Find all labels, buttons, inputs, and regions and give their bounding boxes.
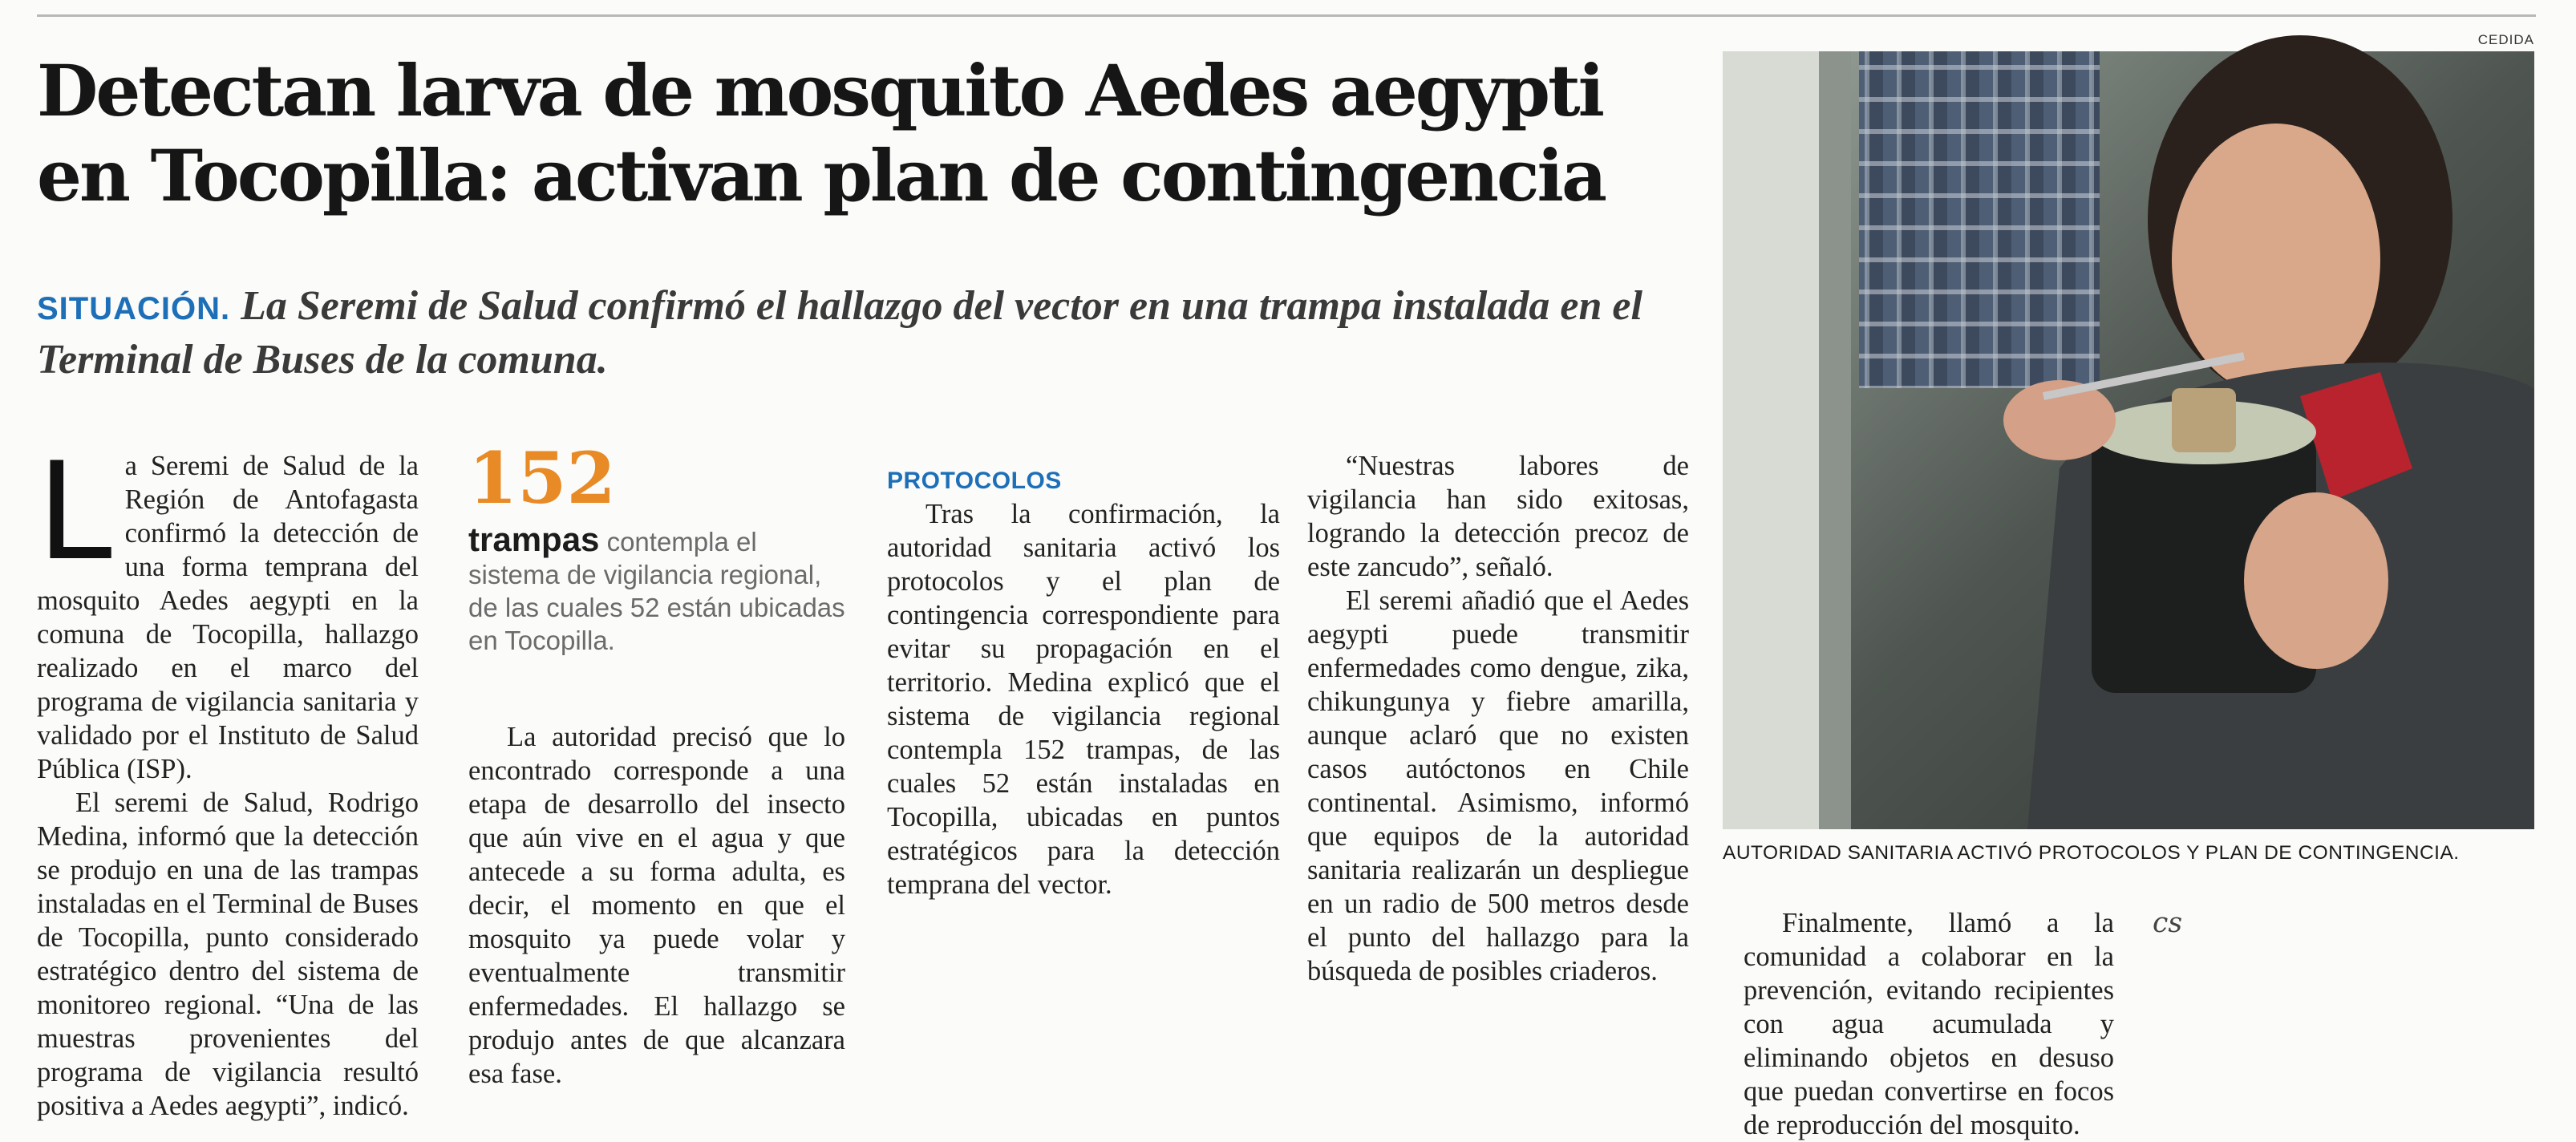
door-frame (1723, 51, 1819, 829)
article-photo (1723, 51, 2534, 829)
plaid-shirt (1859, 51, 2100, 388)
end-mark: cs (2153, 907, 2183, 939)
stat-number: 152 (468, 436, 616, 520)
paragraph-text: Tras la confirmación, la autoridad sanitaria activó los protocolos y el plan de contingencia correspondiente para evitar su propagación en el territorio. Medina explicó que el sistema de vigilancia regional contempla 152 trampas, de las cuales 52 están instaladas en Tocopilla, ubicadas en puntos estratégicos para la detección temprana del vector. (887, 499, 1280, 900)
paragraph (1307, 449, 1689, 584)
paragraph (468, 720, 845, 1091)
dropcap: L (37, 433, 112, 590)
stat-lead: trampas (468, 520, 600, 558)
article-column-3 (887, 449, 1280, 1115)
paragraph-text: La autoridad precisó que lo encontrado corresponde a una etapa de desarrollo del insecto que aún vive en el agua y que antecede a su forma adulta, es decir, el momento en que el mosquito ya puede volar y eventualmente transmitir enfermedades. El hallazgo se produjo antes de que alcanzara esa fase. (468, 722, 845, 1089)
deck-text: La Seremi de Salud confirmó el hallazgo del vector en una trampa instalada en el Terminal de Buses de la comuna. (37, 283, 1642, 383)
paragraph (37, 786, 419, 1123)
paragraph-text: El seremi de Salud, Rodrigo Medina, informó que la detección se produjo en una de las trampas instaladas en el Terminal de Buses de Tocopilla, punto considerado estratégico dentro del sistema de monitoreo regional. “Una de las muestras provenientes del programa de vigilancia resultó positiva a Aedes aegypti”, indicó. (37, 788, 419, 1121)
paragraph-text: a Seremi de Salud de la Región de Antofagasta confirmó la detección de una forma temprana del mosquito Aedes aegypti en la comuna de Tocopilla, hallazgo realizado en el marco del programa de vigilancia sanitaria y validado por el Instituto de Salud Pública (ISP). (37, 451, 419, 784)
top-rule (37, 14, 2536, 17)
article-column-5 (1744, 906, 2114, 1140)
stat-text: contempla el sistema de vigilancia regional, de las cuales 52 están ubicadas en Tocopilla. (468, 527, 845, 655)
article-column-1 (37, 433, 419, 1121)
stat-callout (468, 436, 845, 657)
article-column-2 (468, 720, 845, 1113)
paragraph (887, 497, 1280, 901)
deck (37, 281, 1689, 386)
paragraph-text: “Nuestras labores de vigilancia han sido exitosas, logrando la detección precoz de este zancudo”, señaló. (1307, 451, 1689, 582)
face (2172, 124, 2380, 396)
hand-right (2244, 492, 2388, 669)
article-column-6 (2153, 906, 2534, 1116)
paragraph (1744, 906, 2114, 1142)
paragraph-text: El seremi añadió que el Aedes aegypti puede transmitir enfermedades como dengue, zika, chikungunya y fiebre amarilla, aunque aclaró que no existen casos autóctonos en Chile continental. Asimismo, informó que equipos de la autoridad sanitaria realizarán un despliegue en un radio de 500 metros desde el punto del hallazgo para la búsqueda de posibles criaderos. (1307, 585, 1689, 986)
tape-roll (2172, 388, 2236, 452)
headline: Detectan larva de mosquito Aedes aegypti en Tocopilla: activan plan de contingencia (37, 49, 1605, 217)
paragraph (37, 433, 419, 786)
photo-caption: AUTORIDAD SANITARIA ACTIVÓ PROTOCOLOS Y PLAN DE CONTINGENCIA. (1723, 842, 2460, 864)
paragraph (1307, 584, 1689, 988)
deck-kicker: SITUACIÓN. (37, 291, 231, 326)
photo-illustration (1723, 51, 2534, 829)
photo-credit: CEDIDA (2477, 32, 2534, 47)
paragraph-text: Finalmente, llamó a la comunidad a colaborar en la prevención, evitando recipientes con agua acumulada y eliminando objetos en desuso que puedan convertirse en focos de reproducción del mosquito. (1744, 908, 2114, 1140)
stat-description (468, 520, 845, 657)
paragraph (2153, 906, 2534, 940)
article-column-4 (1307, 449, 1689, 1115)
subhead-protocolos: PROTOCOLOS (887, 468, 1062, 494)
